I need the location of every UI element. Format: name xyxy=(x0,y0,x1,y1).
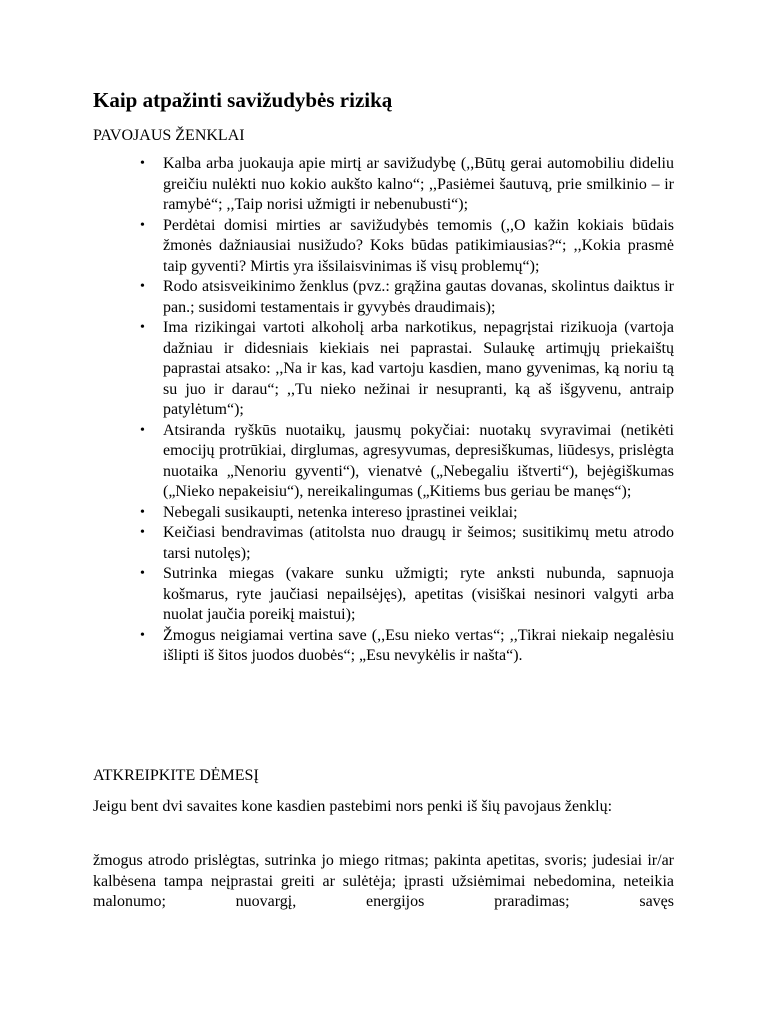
list-item xyxy=(140,626,674,667)
bullet-icon: • xyxy=(140,279,145,294)
section-heading-pay-attention: ATKREIPKITE DĖMESĮ xyxy=(93,767,259,784)
bullet-icon: • xyxy=(140,525,145,540)
list-item xyxy=(140,318,674,421)
list-item xyxy=(140,421,674,503)
bullet-icon: • xyxy=(140,504,145,520)
list-item xyxy=(140,564,674,626)
list-item xyxy=(140,523,674,564)
list-item-text: Ima rizikingai vartoti alkoholį arba narkotikus, nepagrįstai rizikuoja (vartoja dažniau ir didesniais kiekiais nei paprastai. Sulaukę artimųjų priekaištų paprastai atsako: ,,Na ir kas, kad vartoju kasdien, mano gyvenimas, ką noriu tą su juo ir darau“; ,,Tu nieko nežinai ir nesupranti, ką aš išgyvenu, antraip patylėtum“); xyxy=(163,319,674,418)
list-item xyxy=(140,277,674,318)
list-item xyxy=(140,216,674,278)
list-item-text: Žmogus neigiamai vertina save (,,Esu nieko vertas“; ,,Tikrai niekaip negalėsiu išlipti iš šitos juodos duobės“; „Esu nevykėlis ir našta“). xyxy=(163,626,674,664)
list-item-text: Atsiranda ryškūs nuotaikų, jausmų pokyčiai: nuotakų svyravimai (netikėti emocijų protrūkiai, dirglumas, agresyvumas, depresiškumas, liūdesys, prislėgta nuotaika „Nenoriu gyventi“), vienatvė („Nebegaliu ištverti“), bejėgiškumas („Nieko nepakeisiu“), nereikalingumas („Kitiems bus geriau be manęs“); xyxy=(163,421,674,500)
bullet-icon: • xyxy=(140,156,145,171)
bullet-icon: • xyxy=(140,217,145,233)
bullet-icon: • xyxy=(140,320,145,335)
bullet-icon: • xyxy=(140,566,145,581)
list-item-text: Perdėtai domisi mirties ar savižudybės temomis (,,O kažin kokiais būdais žmonės dažniausiai nusižudo? Koks būdas patikimiausias?“; ,,Kokia prasmė taip gyventi? Mirtis yra išsilaisvinimas iš visų problemų“); xyxy=(163,216,674,275)
list-item-text: Sutrinka miegas (vakare sunku užmigti; ryte anksti nubunda, sapnuoja košmarus, ryte jaučiasi nepailsėjęs), apetitas (visiškai nesinori valgyti arba nuolat jaučia poreikį maistui); xyxy=(163,565,674,623)
section-heading-danger-signs: PAVOJAUS ŽENKLAI xyxy=(93,127,245,144)
page-title: Kaip atpažinti savižudybės riziką xyxy=(93,88,393,112)
list-item-text: Keičiasi bendravimas (atitolsta nuo draugų ir šeimos; susitikimų metu atrodo tarsi nutolęs); xyxy=(163,524,674,562)
symptoms-paragraph: žmogus atrodo prislėgtas, sutrinka jo miego ritmas; pakinta apetitas, svoris; judesiai ir/ar kalbėsena tampa neįprastai greiti ar sulėtėja; įprasti užsiėmimai nebedomina, neteikia malonumo; nuovargį, energijos praradimas; savęs xyxy=(93,852,674,910)
list-item-text: Nebegali susikaupti, netenka intereso įprastinei veiklai; xyxy=(163,503,518,521)
intro-paragraph: Jeigu bent dvi savaites kone kasdien pastebimi nors penki iš šių pavojaus ženklų: xyxy=(93,798,613,815)
list-item xyxy=(140,503,674,524)
list-item xyxy=(140,154,674,216)
danger-signs-list xyxy=(0,154,768,667)
list-item-text: Kalba arba juokauja apie mirtį ar savižudybę (,,Būtų gerai automobiliu dideliu greičiu nulėkti nuo kokio aukšto kalno“; ,,Pasiėmei šautuvą, prie smilkinio – ir ramybė“; ,,Taip norisi užmigti ir nebenubusti“); xyxy=(163,155,674,213)
bullet-icon: • xyxy=(140,627,145,643)
list-item-text: Rodo atsisveikinimo ženklus (pvz.: grąžina gautas dovanas, skolintus daiktus ir pan.; susidomi testamentais ir gyvybės draudimais); xyxy=(163,278,674,316)
bullet-icon: • xyxy=(140,422,145,438)
